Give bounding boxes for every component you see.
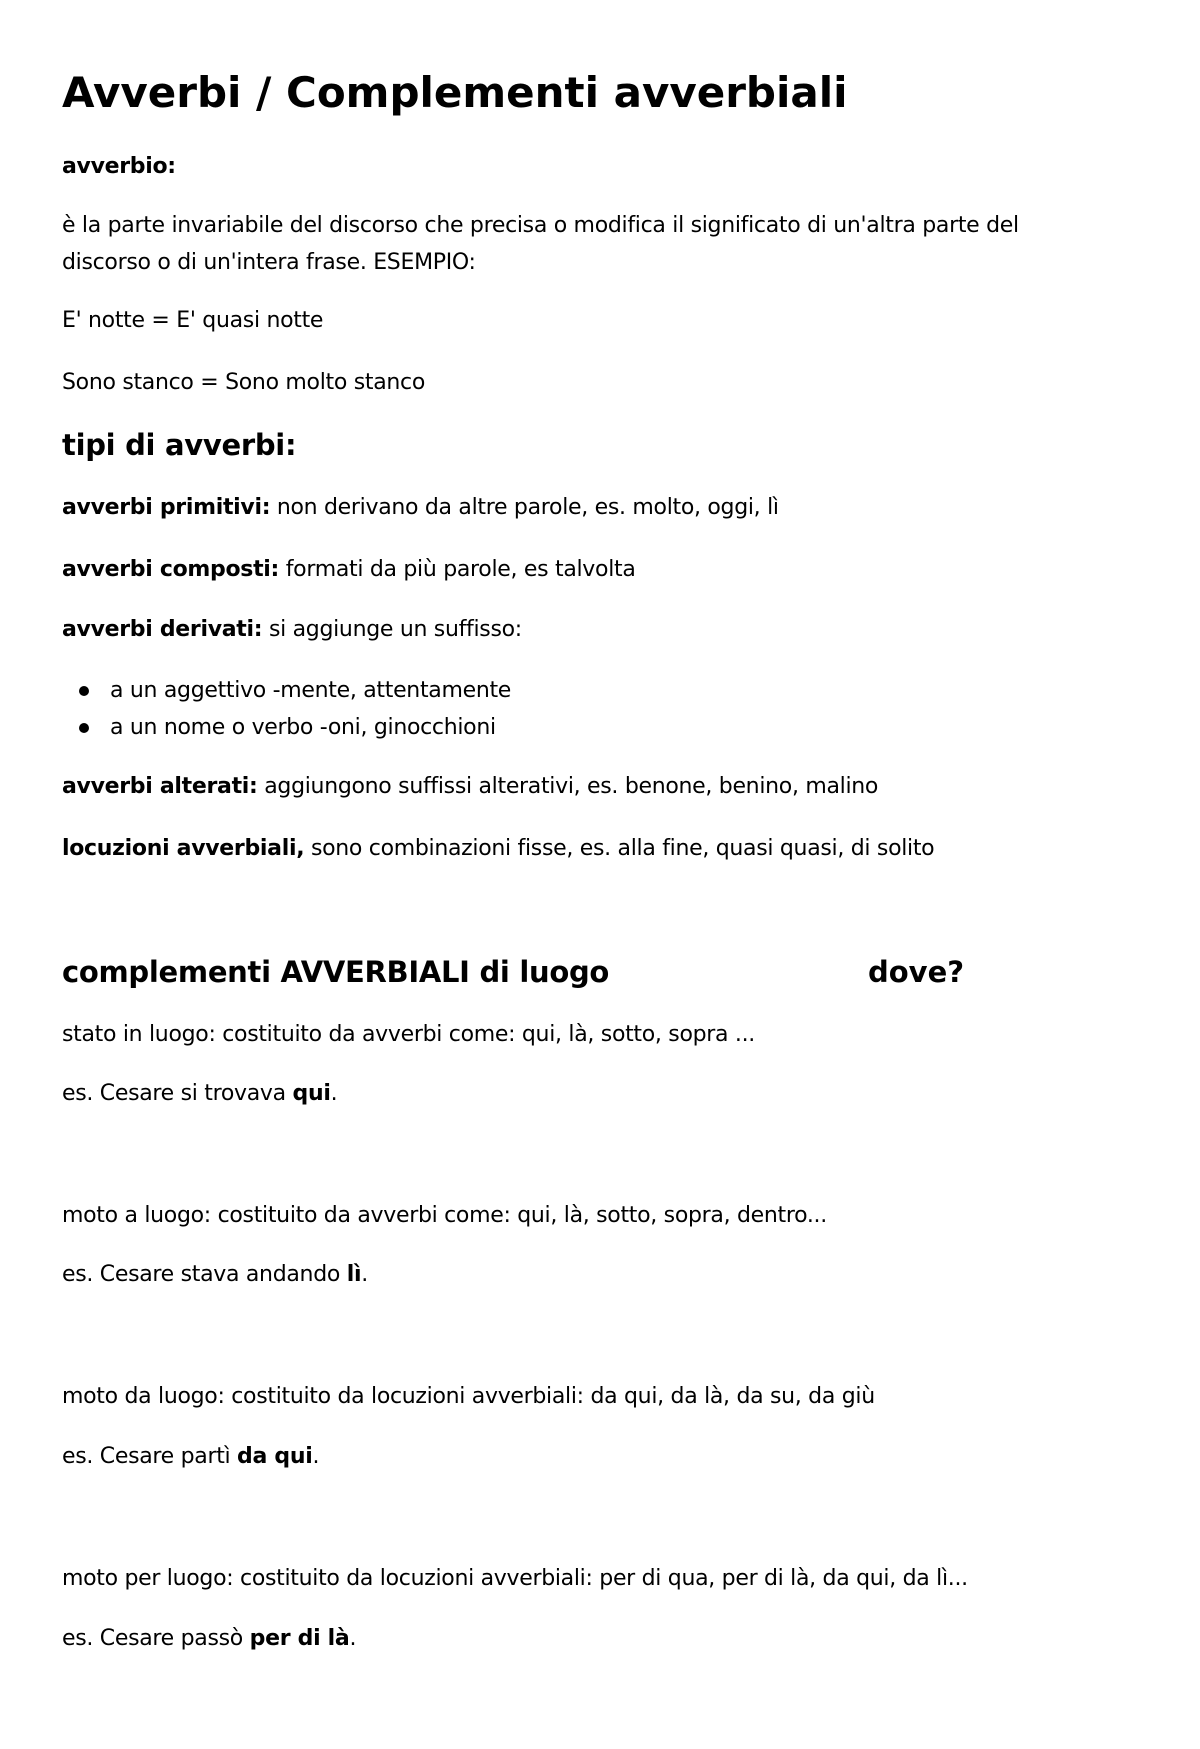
type-alterati-term: avverbi alterati:: [62, 774, 258, 799]
example-prefix: es. Cesare stava andando: [62, 1262, 347, 1287]
type-primitivi: [62, 489, 779, 526]
type-derivati: [62, 611, 522, 648]
example-prefix: es. Cesare si trovava: [62, 1081, 293, 1106]
avverbio-definition: è la parte invariabile del discorso che precisa o modifica il significato di un'altra parte del discorso o di un'intera frase. ESEMPIO:: [62, 213, 1019, 275]
avverbio-label: avverbio:: [62, 154, 176, 179]
derivati-list: [62, 672, 511, 746]
bullet-icon: [79, 723, 89, 733]
type-alterati-text: aggiungono suffissi alterativi, es. benone, benino, malino: [257, 774, 879, 799]
moto-a-luogo-example: [62, 1256, 368, 1293]
type-alterati: [62, 768, 878, 805]
moto-per-luogo: moto per luogo: costituito da locuzioni avverbiali: per di qua, per di là, da qui, da lì...: [62, 1566, 968, 1591]
example-prefix: es. Cesare partì: [62, 1444, 238, 1469]
type-composti: [62, 551, 636, 588]
example-suffix: .: [312, 1444, 320, 1469]
page-title: Avverbi / Complementi avverbiali: [62, 68, 848, 117]
list-item: [62, 709, 511, 746]
type-derivati-text: si aggiunge un suffisso:: [262, 617, 522, 642]
moto-da-luogo-example: [62, 1438, 319, 1475]
luogo-heading: complementi AVVERBIALI di luogo: [62, 955, 610, 989]
example-bold: per di là: [249, 1626, 350, 1651]
type-locuzioni-term: locuzioni avverbiali,: [62, 836, 305, 861]
list-item: [62, 672, 511, 709]
example-suffix: .: [349, 1626, 357, 1651]
example-bold: da qui: [237, 1444, 313, 1469]
example-prefix: es. Cesare passò: [62, 1626, 250, 1651]
types-heading: tipi di avverbi:: [62, 428, 297, 462]
type-primitivi-term: avverbi primitivi:: [62, 495, 271, 520]
example-notte: E' notte = E' quasi notte: [62, 308, 324, 333]
type-composti-text: formati da più parole, es talvolta: [279, 557, 636, 582]
moto-a-luogo: moto a luogo: costituito da avverbi come: qui, là, sotto, sopra, dentro...: [62, 1203, 827, 1228]
type-locuzioni-text: sono combinazioni fisse, es. alla fine, quasi quasi, di solito: [304, 836, 935, 861]
moto-da-luogo: moto da luogo: costituito da locuzioni avverbiali: da qui, da là, da su, da giù: [62, 1384, 875, 1409]
bullet-icon: [79, 686, 89, 696]
type-locuzioni: [62, 830, 934, 867]
type-primitivi-text: non derivano da altre parole, es. molto, oggi, lì: [270, 495, 779, 520]
example-suffix: .: [361, 1262, 368, 1287]
example-suffix: .: [330, 1081, 338, 1106]
type-derivati-term: avverbi derivati:: [62, 617, 263, 642]
list-item-text: a un aggettivo -mente, attentamente: [110, 678, 512, 703]
example-stanco: Sono stanco = Sono molto stanco: [62, 370, 425, 395]
type-composti-term: avverbi composti:: [62, 557, 280, 582]
moto-per-luogo-example: [62, 1620, 356, 1657]
stato-in-luogo-example: [62, 1075, 337, 1112]
list-item-text: a un nome o verbo -oni, ginocchioni: [110, 715, 496, 740]
example-bold: lì: [346, 1262, 362, 1287]
luogo-question: dove?: [868, 955, 965, 989]
stato-in-luogo: stato in luogo: costituito da avverbi come: qui, là, sotto, sopra ...: [62, 1022, 755, 1047]
example-bold: qui: [292, 1081, 331, 1106]
